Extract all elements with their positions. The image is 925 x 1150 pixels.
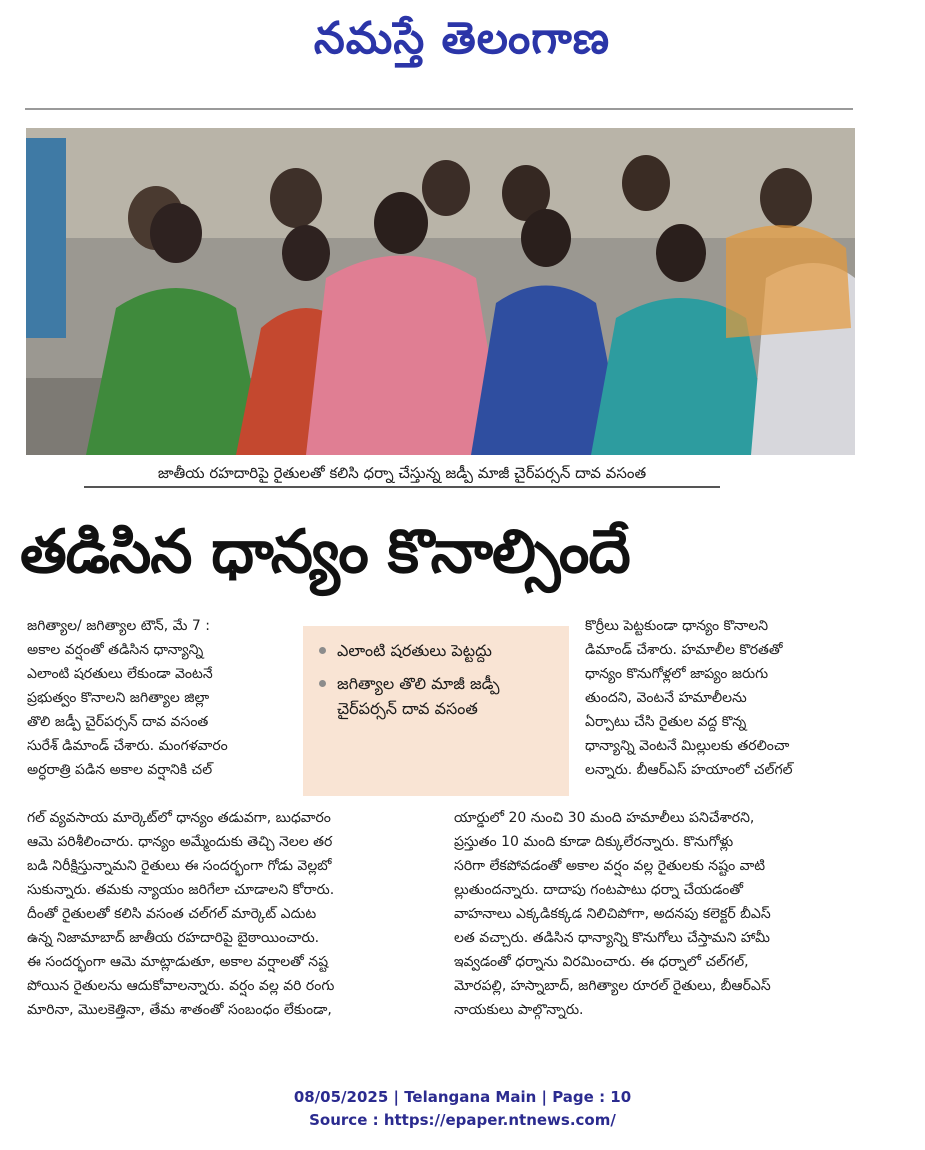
article-column-right xyxy=(585,614,860,782)
article-line: జగిత్యాల/ జగిత్యాల టౌన్, మే 7 : xyxy=(27,618,210,634)
article-line: ఎలాంటి షరతులు లేకుండా వెంటనే xyxy=(27,666,213,682)
article-line: డిమాండ్ చేశారు. హమాలీల కొరతతో xyxy=(585,642,783,658)
bullet-icon xyxy=(319,647,326,654)
highlight-item xyxy=(315,638,559,663)
article-line: ఏర్పాటు చేసి రైతుల వద్ద కొన్న xyxy=(585,714,747,730)
article-line: కొర్రీలు పెట్టకుండా ధాన్యం కొనాలని xyxy=(585,618,769,634)
article-line: పోయిన రైతులను ఆదుకోవాలన్నారు. వర్షం వల్ల వరి రంగు xyxy=(27,978,335,994)
article-column-bottom-right xyxy=(454,806,864,1022)
highlight-item xyxy=(315,671,559,721)
news-photo xyxy=(26,128,855,455)
article-line: యార్డులో 20 నుంచి 30 మంది హమాలీలు పనిచేశారని, xyxy=(454,810,755,826)
protest-photo-illustration xyxy=(26,128,855,455)
article-line: సురేశ్ డిమాండ్ చేశారు. మంగళవారం xyxy=(27,738,228,754)
article-line: నాయకులు పాల్గొన్నారు. xyxy=(454,1002,584,1018)
article-line: ప్రస్తుతం 10 మంది కూడా దిక్కులేరన్నారు. కొనుగోళ్లు xyxy=(454,834,734,850)
article-line: ధాన్యాన్ని వెంటనే మిల్లులకు తరలించా xyxy=(585,738,790,754)
article-line: బడి నిరీక్షిస్తున్నామని రైతులు ఈ సందర్భంగా గోడు వెల్లబో xyxy=(27,858,332,874)
highlight-text: జగిత్యాల తొలి మాజీ జడ్పీ చైర్‌పర్సన్ దావ వసంత xyxy=(337,674,500,718)
highlights-list xyxy=(315,638,559,721)
article-line: వాహనాలు ఎక్కడికక్కడ నిలిచిపోగా, అదనపు కలెక్టర్ బీఎస్ xyxy=(454,906,771,922)
footer-source-link[interactable]: Source : https://epaper.ntnews.com/ xyxy=(309,1111,616,1129)
article-line: లత వచ్చారు. తడిసిన ధాన్యాన్ని కొనుగోలు చేస్తామని హామీ xyxy=(454,930,770,946)
article-line: గల్ వ్యవసాయ మార్కెట్‌లో ధాన్యం తడువగా, బుధవారం xyxy=(27,810,331,826)
article-line: అర్ధరాత్రి పడిన అకాల వర్షానికి చల్ xyxy=(27,762,213,778)
article-line: దీంతో రైతులతో కలిసి వసంత చల్‌గల్ మార్కెట్ ఎదుట xyxy=(27,906,317,922)
article-column-bottom-left xyxy=(27,806,437,1022)
article-column-left xyxy=(27,614,297,782)
bullet-icon xyxy=(319,680,326,687)
page-footer xyxy=(0,1086,925,1132)
newspaper-logo: నమస్తే తెలంగాణ xyxy=(313,13,611,64)
article-line: ల్లుతుందన్నారు. దాదాపు గంటపాటు ధర్నా చేయడంతో xyxy=(454,882,744,898)
article-line: ఈ సందర్భంగా ఆమె మాట్లాడుతూ, అకాల వర్షాలతో నష్ట xyxy=(27,954,329,970)
article-line: తొలి జడ్పీ చైర్‌పర్సన్ దావ వసంత xyxy=(27,714,209,730)
article-line: ధాన్యం కొనుగోళ్లలో జాప్యం జరుగు xyxy=(585,666,769,682)
footer-date-page: 08/05/2025 | Telangana Main | Page : 10 xyxy=(293,1088,632,1106)
article-line: మోరపల్లి, హస్నాబాద్, జగిత్యాల రూరల్ రైతులు, బీఆర్‌ఎస్ xyxy=(454,978,771,994)
article-line: ప్రభుత్వం కొనాలని జగిత్యాల జిల్లా xyxy=(27,690,210,706)
article-line: తుందని, వెంటనే హమాలీలను xyxy=(585,690,747,706)
highlight-text: ఎలాంటి షరతులు పెట్టద్దు xyxy=(337,641,492,660)
highlights-box xyxy=(303,626,569,796)
article-line: సుకున్నారు. తమకు న్యాయం జరిగేలా చూడాలని కోరారు. xyxy=(27,882,335,898)
masthead xyxy=(0,0,925,100)
article-headline: తడిసిన ధాన్యం కొనాల్సిందే xyxy=(20,517,630,587)
article-line: అకాల వర్షంతో తడిసిన ధాన్యాన్ని xyxy=(27,642,204,658)
article-line: ఇవ్వడంతో ధర్నాను విరమించారు. ఈ ధర్నాలో చల్‌గల్, xyxy=(454,954,749,970)
article-line: లన్నారు. బీఆర్‌ఎస్ హయాంలో చల్‌గల్ xyxy=(585,762,793,778)
photo-caption: జాతీయ రహదారిపై రైతులతో కలిసి ధర్నా చేస్తున్న జడ్పీ మాజీ చైర్‌పర్సన్ దావ వసంత xyxy=(84,460,720,488)
article-line: మారినా, మొలకెత్తినా, తేమ శాతంతో సంబంధం లేకుండా, xyxy=(27,1002,332,1018)
article-line: సరిగా లేకపోవడంతో అకాల వర్షం వల్ల రైతులకు నష్టం వాటి xyxy=(454,858,766,874)
article-line: ఆమె పరిశీలించారు. ధాన్యం అమ్మేందుకు తెచ్చి నెలల తర xyxy=(27,834,333,850)
masthead-divider xyxy=(25,108,853,110)
article-line: ఉన్న నిజామాబాద్ జాతీయ రహదారిపై బైఠాయించారు. xyxy=(27,930,320,946)
